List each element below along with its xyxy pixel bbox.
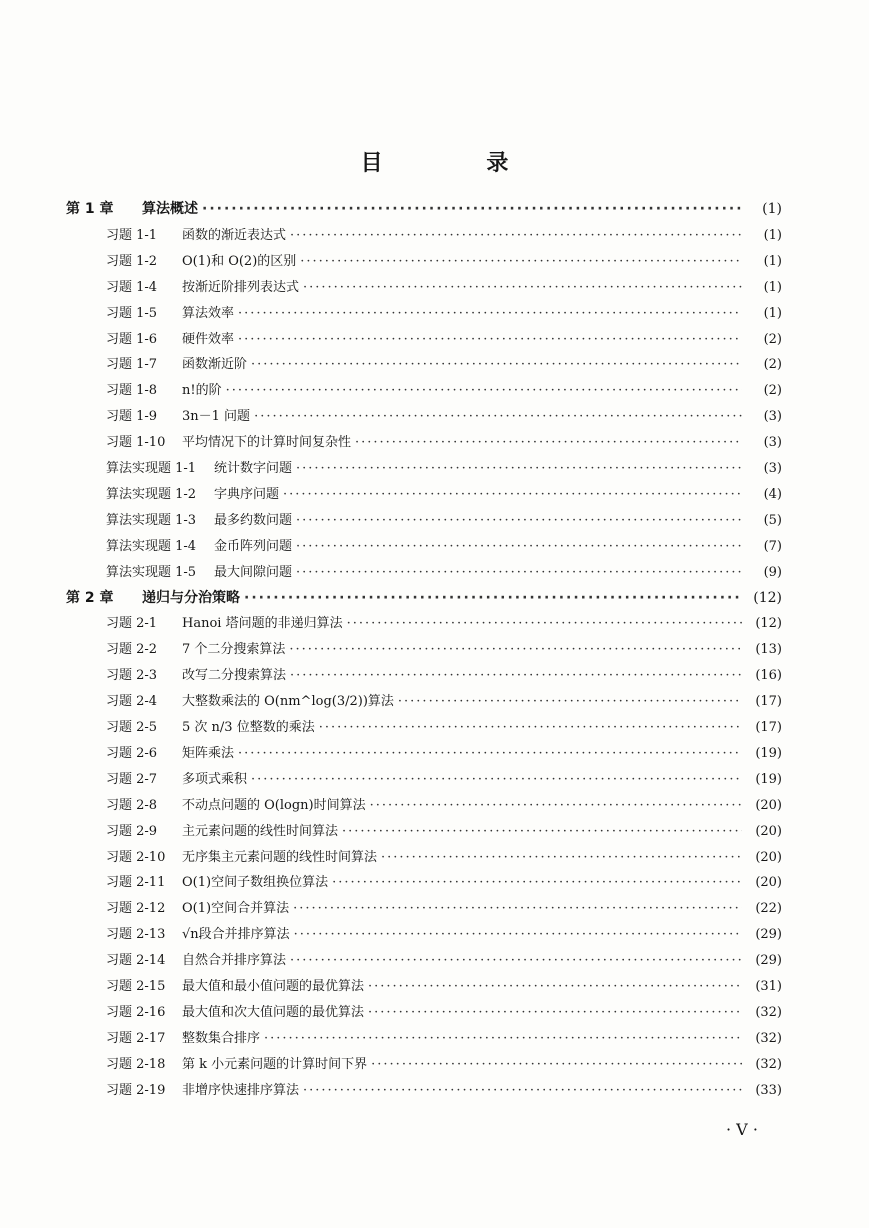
dot-leader (238, 332, 742, 347)
toc-entry-number: 算法实现题 1-3 (106, 512, 197, 528)
toc-entry (106, 871, 782, 893)
toc-entry (106, 768, 782, 790)
toc-entry-title: 非增序快速排序算法 (182, 1082, 300, 1098)
toc-entry-title: 函数的渐近表达式 (182, 227, 287, 243)
toc-entry (106, 923, 782, 945)
toc-entry (106, 561, 782, 583)
toc-entry-title: 金币阵列问题 (214, 538, 293, 554)
toc-entry (106, 949, 782, 971)
toc-entry (106, 612, 782, 634)
toc-entry-title: 自然合并排序算法 (182, 953, 287, 969)
toc-entry-page: (20) (755, 875, 782, 891)
toc-entry-title: 最大值和最小值问题的最优算法 (182, 979, 365, 994)
toc-entry-page: (1) (762, 201, 782, 217)
toc-entry (106, 820, 782, 842)
page-title: 目 录 (360, 151, 557, 176)
toc-entry-page: (20) (755, 849, 782, 865)
toc-entry (106, 328, 782, 350)
toc-entry-number: 习题 1-6 (106, 331, 158, 347)
toc-entry-page: (33) (755, 1082, 782, 1098)
toc-entry-number: 习题 1-7 (106, 357, 158, 373)
toc-entry-number: 习题 2-2 (106, 642, 158, 658)
dot-leader (283, 487, 742, 502)
toc-chapter-entry (66, 198, 782, 220)
toc-entry (106, 483, 782, 505)
dot-leader (371, 1057, 742, 1072)
toc-entry (106, 690, 782, 712)
dot-leader (296, 565, 742, 580)
toc-entry-title: 第 k 小元素问题的计算时间下界 (182, 1056, 368, 1072)
toc-entry-page: (32) (755, 1056, 782, 1072)
toc-entry (106, 794, 782, 816)
toc-entry-title: 函数渐近阶 (182, 357, 248, 373)
toc-entry-page: (19) (755, 745, 782, 761)
toc-entry-number: 习题 2-17 (106, 1030, 166, 1046)
toc-entry-page: (22) (755, 901, 782, 917)
toc-entry-page: (1) (763, 279, 782, 295)
toc-entry-title: 硬件效率 (182, 331, 235, 347)
toc-entry-page: (2) (763, 357, 782, 373)
toc-entry-number: 习题 1-8 (106, 383, 158, 399)
dot-leader (347, 616, 742, 631)
dot-leader (290, 228, 742, 243)
toc-entry (106, 224, 782, 246)
toc-entry-page: (12) (755, 616, 782, 632)
dot-leader (202, 201, 742, 217)
toc-entry-title: 3n－1 问题 (182, 409, 251, 425)
toc-entry (106, 846, 782, 868)
toc-entry-title: 主元素问题的线性时间算法 (182, 823, 339, 839)
toc-entry (106, 379, 782, 401)
toc-entry-number: 习题 2-16 (106, 1004, 166, 1020)
dot-leader (244, 590, 742, 606)
dot-leader (370, 798, 742, 813)
toc-entry-page: (7) (763, 538, 782, 554)
toc-entry-number: 习题 2-4 (106, 694, 158, 710)
toc-entry-page: (16) (755, 668, 782, 684)
dot-leader (368, 1005, 742, 1020)
toc-chapter-entry (66, 587, 782, 609)
toc-entry-page: (31) (755, 979, 782, 994)
dot-leader (332, 875, 742, 890)
toc-entry-number: 习题 2-1 (106, 616, 158, 632)
toc-entry-title: 矩阵乘法 (182, 745, 235, 761)
toc-entry-title: 最大值和次大值问题的最优算法 (182, 1004, 365, 1020)
toc-entry (106, 975, 782, 997)
toc-entry (106, 535, 782, 557)
dot-leader (290, 668, 742, 683)
toc-entry-number: 习题 2-5 (106, 720, 158, 735)
toc-entry-title: 字典序问题 (214, 486, 280, 502)
toc-entry-title: O(1)和 O(2)的区别 (182, 253, 297, 269)
dot-leader (303, 280, 742, 295)
toc-entry-number: 习题 2-9 (106, 823, 158, 839)
toc-entry-page: (20) (755, 797, 782, 813)
dot-leader (342, 824, 742, 839)
toc-entry-number: 习题 2-6 (106, 745, 158, 761)
toc-entry-page: (13) (755, 642, 782, 658)
toc-entry-page: (2) (763, 331, 782, 347)
toc-entry (106, 1027, 782, 1049)
dot-leader (251, 772, 742, 787)
toc-entry-title: 最多约数问题 (214, 512, 293, 528)
dot-leader (303, 1083, 742, 1098)
toc-entry (106, 638, 782, 660)
toc-entry-page: (2) (763, 383, 782, 399)
dot-leader (226, 383, 742, 398)
toc-entry-page: (17) (755, 694, 782, 710)
dot-leader (319, 720, 742, 735)
toc-entry-page: (32) (755, 1004, 782, 1020)
toc-entry-title: 不动点问题的 O(logn)时间算法 (182, 797, 366, 813)
toc-entry-number: 习题 1-1 (106, 227, 158, 243)
toc-entry-title: 大整数乘法的 O(nm^log(3/2))算法 (182, 694, 394, 710)
toc-entry-title: O(1)空间子数组换位算法 (182, 875, 329, 891)
toc-entry-page: (5) (763, 512, 782, 528)
toc-entry-title: 改写二分搜索算法 (182, 668, 287, 684)
toc-entry (106, 353, 782, 375)
toc-entry-number: 习题 2-8 (106, 797, 158, 813)
toc-entry (106, 276, 782, 298)
toc-entry-title: 最大间隙问题 (214, 564, 293, 580)
toc-entry-title: √n段合并排序算法 (182, 927, 290, 943)
toc-entry (106, 1001, 782, 1023)
toc-entry-number: 习题 2-11 (106, 875, 166, 891)
toc-entry-page: (1) (763, 253, 782, 269)
toc-entry (106, 509, 782, 531)
dot-leader (289, 642, 742, 657)
toc-entry-page: (4) (763, 486, 782, 502)
toc-entry-page: (3) (763, 409, 782, 425)
toc-entry-number: 习题 2-19 (106, 1082, 166, 1098)
dot-leader (381, 850, 742, 865)
toc-entry-page: (12) (753, 589, 782, 606)
toc-entry-page: (19) (755, 771, 782, 787)
toc-entry-number: 习题 1-4 (106, 279, 158, 295)
toc-entry-title: 按渐近阶排列表达式 (182, 279, 300, 295)
dot-leader (355, 435, 742, 450)
toc-entry-number: 习题 2-10 (106, 849, 166, 865)
toc-entry-title: 递归与分治策略 (142, 589, 240, 606)
toc-entry-page: (17) (755, 720, 782, 735)
dot-leader (290, 953, 742, 968)
toc-entry-number: 习题 1-2 (106, 253, 158, 269)
toc-entry (106, 457, 782, 479)
toc-entry-number: 习题 1-10 (106, 435, 166, 451)
toc-entry-number: 算法实现题 1-4 (106, 538, 197, 554)
dot-leader (238, 306, 742, 321)
toc-entry (106, 302, 782, 324)
toc-entry-page: (1) (763, 227, 782, 243)
toc-entry (106, 1079, 782, 1101)
dot-leader (300, 254, 742, 269)
toc-entry-title: 算法效率 (182, 305, 235, 321)
dot-leader (251, 357, 742, 372)
toc-entry-number: 习题 2-12 (106, 901, 166, 917)
toc-entry-number: 习题 2-14 (106, 953, 166, 969)
toc-entry-number: 习题 2-3 (106, 668, 158, 684)
toc-entry-number: 习题 1-5 (106, 305, 158, 321)
toc-entry-title: n!的阶 (182, 383, 222, 399)
toc-entry-number: 算法实现题 1-2 (106, 486, 197, 502)
toc-entry-number: 习题 2-7 (106, 771, 158, 787)
toc-entry (106, 431, 782, 453)
toc-entry-page: (3) (763, 461, 782, 476)
toc-entry-title: 算法概述 (142, 201, 198, 217)
toc-entry (106, 742, 782, 764)
toc-entry-number: 习题 1-9 (106, 409, 158, 425)
dot-leader (368, 979, 742, 994)
toc-entry-page: (3) (763, 435, 782, 451)
toc-entry-page: (29) (755, 927, 782, 943)
dot-leader (296, 539, 742, 554)
dot-leader (293, 901, 742, 916)
toc-entry-title: Hanoi 塔问题的非递归算法 (182, 616, 343, 632)
toc-entry-title: 统计数字问题 (214, 461, 293, 476)
dot-leader (264, 1031, 742, 1046)
toc-entry (106, 250, 782, 272)
toc-entry-title: 平均情况下的计算时间复杂性 (182, 435, 352, 451)
toc-entry-number: 第 1 章 (66, 201, 114, 217)
toc-entry-page: (29) (755, 953, 782, 969)
toc-entry-title: 无序集主元素问题的线性时间算法 (182, 849, 378, 865)
dot-leader (294, 927, 742, 942)
dot-leader (296, 513, 742, 528)
toc-entry-number: 习题 2-15 (106, 979, 166, 994)
toc-entry-number: 习题 2-18 (106, 1056, 166, 1072)
toc-entry-number: 算法实现题 1-5 (106, 564, 197, 580)
toc-entry-number: 习题 2-13 (106, 927, 166, 943)
dot-leader (254, 409, 742, 424)
toc-entry-title: O(1)空间合并算法 (182, 901, 290, 917)
dot-leader (296, 461, 742, 476)
toc-entry (106, 405, 782, 427)
toc-entry-title: 多项式乘积 (182, 771, 248, 787)
dot-leader (398, 694, 742, 709)
toc-entry-title: 7 个二分搜索算法 (182, 642, 286, 658)
toc-entry-number: 算法实现题 1-1 (106, 461, 197, 476)
toc-entry (106, 1053, 782, 1075)
toc-entry-page: (9) (763, 564, 782, 580)
page-number: · V · (726, 1120, 758, 1139)
toc-entry-number: 第 2 章 (66, 589, 114, 606)
toc-entry (106, 664, 782, 686)
toc-entry-title: 5 次 n/3 位整数的乘法 (182, 720, 315, 735)
dot-leader (238, 746, 742, 761)
toc-entry-page: (32) (755, 1030, 782, 1046)
toc-entry-page: (20) (755, 823, 782, 839)
toc-entry (106, 716, 782, 738)
toc-entry-title: 整数集合排序 (182, 1030, 261, 1046)
toc-entry-page: (1) (763, 305, 782, 321)
toc-entry (106, 897, 782, 919)
